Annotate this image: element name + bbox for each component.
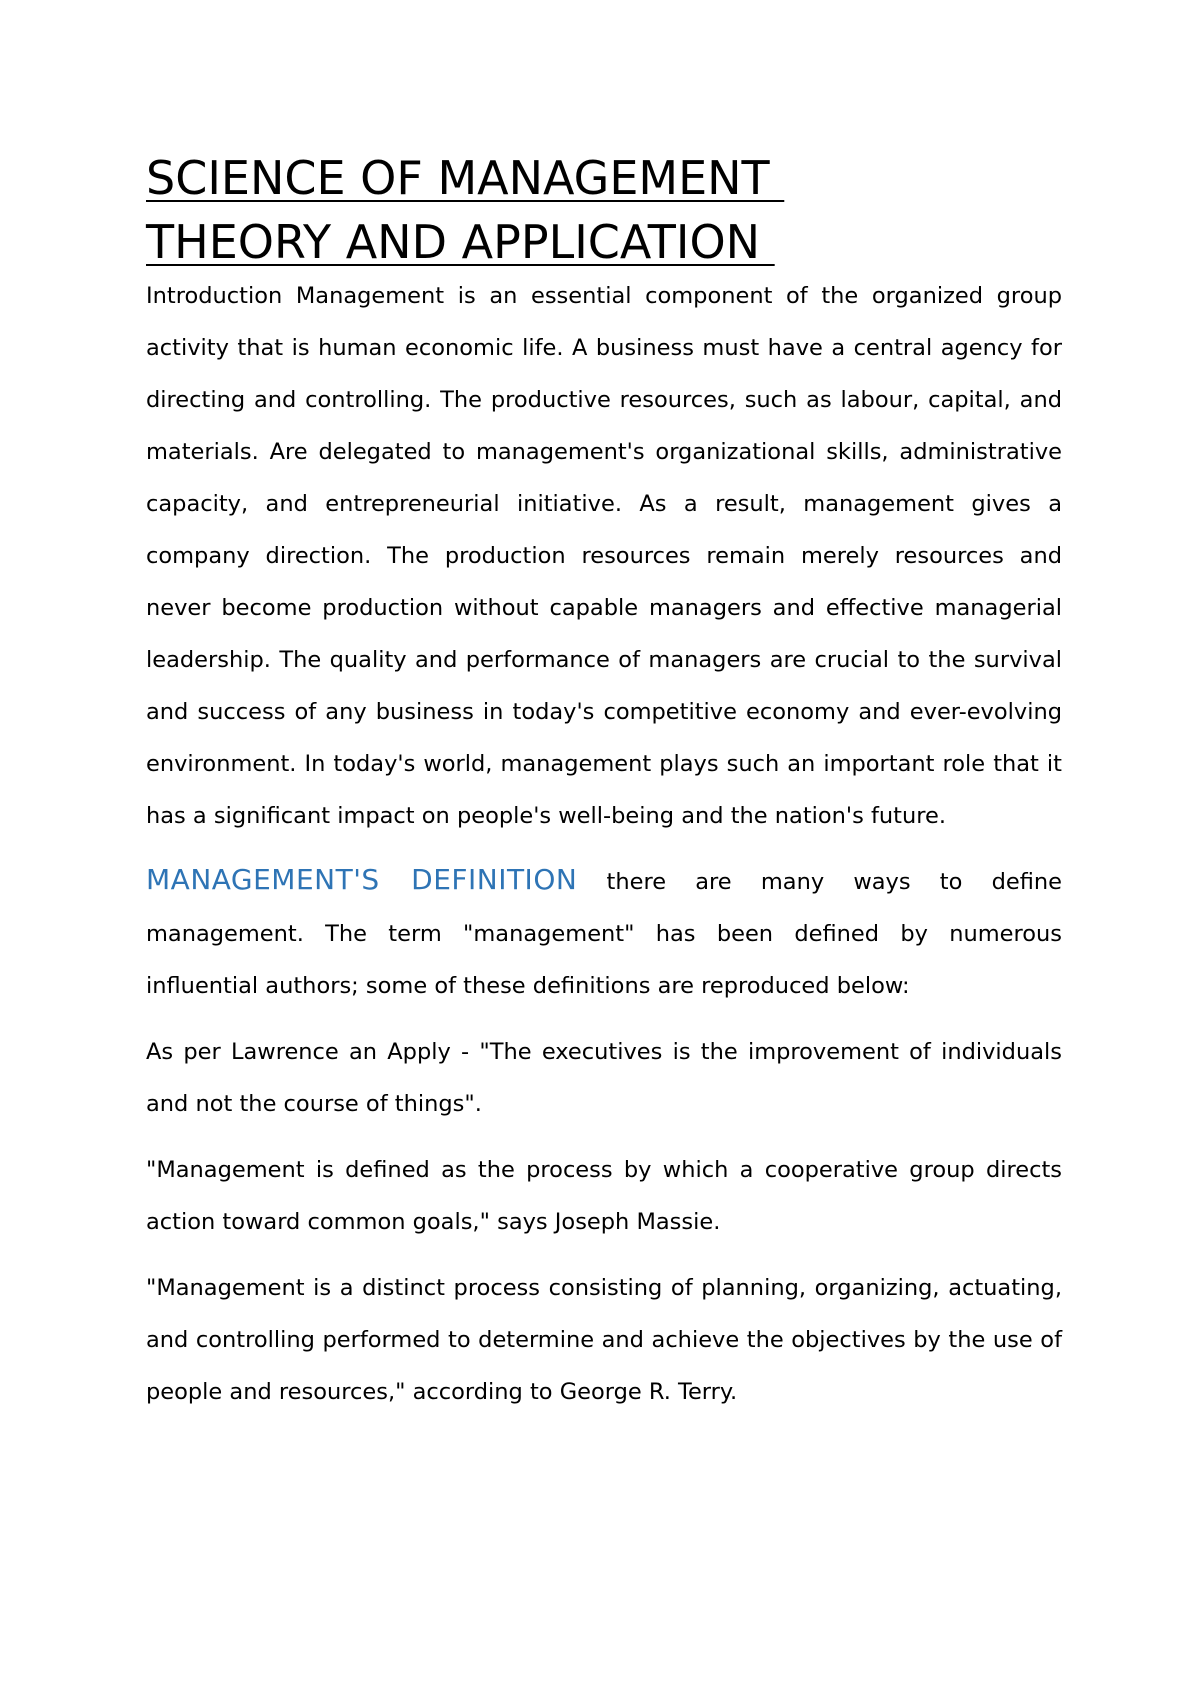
- document-content: [146, 146, 1062, 1432]
- definition-heading: MANAGEMENT'S DEFINITION: [146, 863, 578, 896]
- quote-apply-paragraph: As per Lawrence an Apply - "The executives is the improvement of individuals and not the course of things".: [146, 1039, 1062, 1117]
- document-title: [146, 146, 1062, 274]
- intro-paragraph: Introduction Management is an essential component of the organized group activity that is human economic life. A business must have a central agency for directing and controlling. The productive resources, such as labour, capital, and materials. Are delegated to management's organizational skills, administrative capacity, and entrepreneurial initiative. As a result, management gives a company direction. The production resources remain merely resources and never become production without capable managers and effective managerial leadership. The quality and performance of managers are crucial to the survival and success of any business in today's competitive economy and ever-evolving environment. In today's world, management plays such an important role that it has a significant impact on people's well-being and the nation's future.: [146, 283, 1062, 829]
- definition-text: there are many ways to define management. The term "management" has been defined by numerous influential authors; some of these definitions are reproduced below:: [146, 869, 1062, 999]
- title-line-1: SCIENCE OF MANAGEMENT: [146, 151, 785, 205]
- definition-paragraph: [146, 854, 1062, 1012]
- title-line-2: THEORY AND APPLICATION: [146, 215, 775, 269]
- quote-massie-paragraph: "Management is defined as the process by which a cooperative group directs action toward common goals," says Joseph Massie.: [146, 1157, 1062, 1235]
- quote-terry-paragraph: "Management is a distinct process consisting of planning, organizing, actuating, and controlling performed to determine and achieve the objectives by the use of people and resources," according to George R. Terry.: [146, 1275, 1062, 1405]
